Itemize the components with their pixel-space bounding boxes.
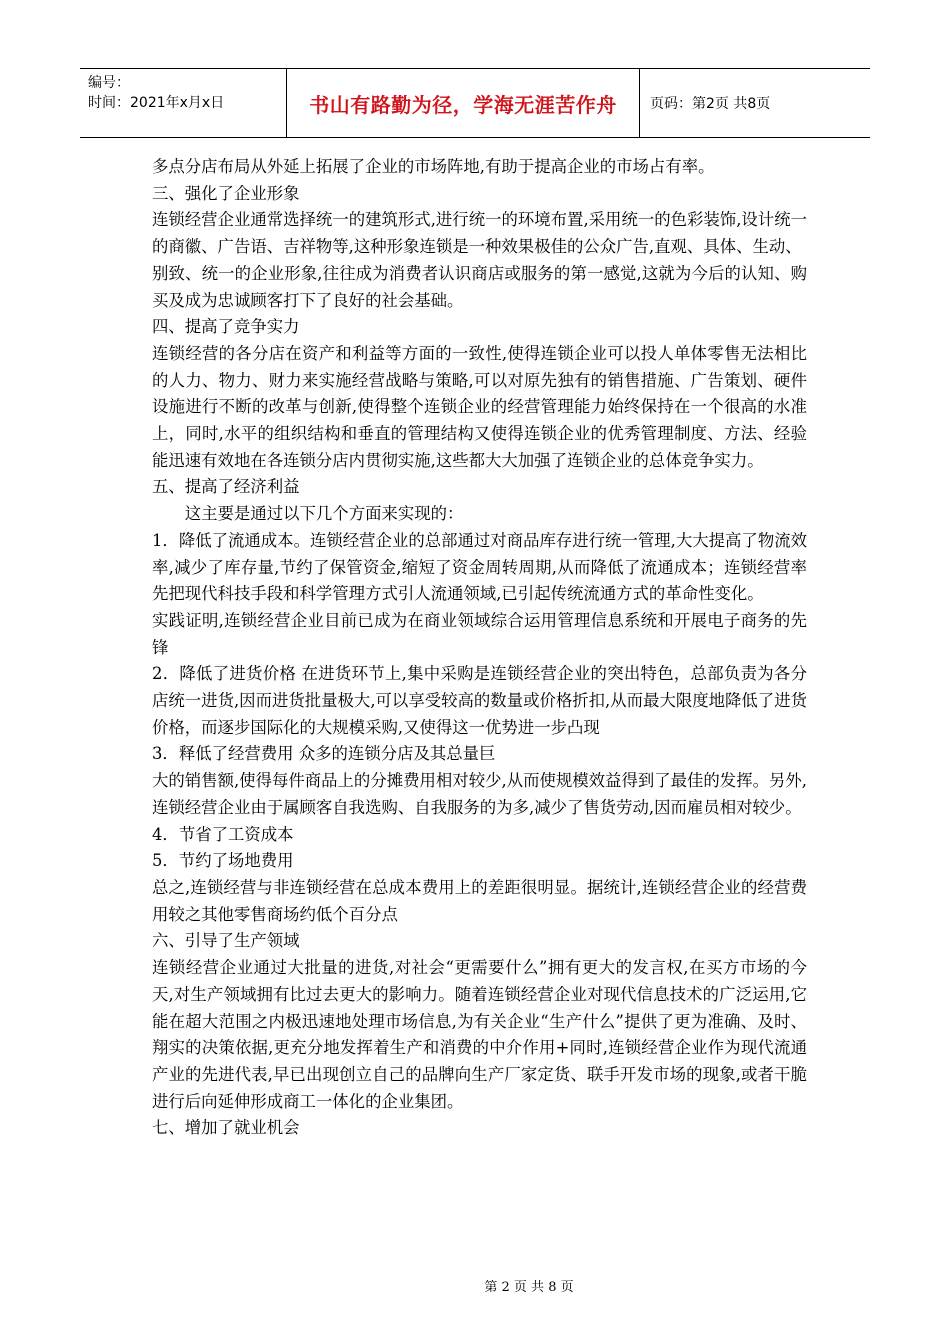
footer-page-number: 第 2 页 共 8 页 — [484, 1280, 574, 1295]
paragraph: 连锁经营的各分店在资产和利益等方面的一致性,使得连锁企业可以投人单体零售无法相比的人力、物力、财力来实施经营战略与策略,可以对原先独有的销售措施、广告策划、硬件设施进行不断的改革与创新,使得整个连锁企业的经营管理能力始终保持在一个很高的水准上，同时,水平的组织结构和垂直的管理结构又使得连锁企业的优秀管理制度、方法、经验能迅速有效地在各连锁分店内贯彻实施,这些都大大加强了连锁企业的总体竞争实力。 — [152, 343, 807, 470]
list-item: 5．节约了场地费用 — [152, 851, 294, 871]
header-meta — [80, 69, 287, 137]
section-heading: 三、强化了企业形象 — [152, 183, 300, 203]
paragraph: 多点分店布局从外延上拓展了企业的市场阵地,有助于提高企业的市场占有率。 — [152, 157, 715, 176]
paragraph: 大的销售额,使得每件商品上的分摊费用相对较少,从而使规模效益得到了最佳的发挥。另外,连锁经营企业由于属顾客自我选购、自我服务的为多,减少了售货劳动,因而雇员相对较少。 — [152, 771, 807, 817]
list-item: 1．降低了流通成本。连锁经营企业的总部通过对商品库存进行统一管理,大大提高了物流效率,减少了库存量,节约了保管资金,缩短了资金周转周期,从而降低了流通成本；连锁经营率先把现代科技手段和科学管理方式引人流通领域,已引起传统流通方式的革命性变化。 — [152, 530, 807, 604]
paragraph: 总之,连锁经营与非连锁经营在总成本费用上的差距很明显。据统计,连锁经营企业的经营费用较之其他零售商场约低个百分点 — [152, 877, 807, 924]
header-motto: 书山有路勤为径，学海无涯苦作舟 — [287, 69, 640, 137]
list-item: 3．释低了经营费用 众多的连锁分店及其总量巨 — [152, 744, 496, 764]
page-header — [80, 68, 870, 138]
paragraph: 这主要是通过以下几个方面来实现的： — [184, 504, 464, 524]
document-date-label: 时间：2021年x月x日 — [88, 95, 225, 111]
header-page-info: 页码：第2页 共8页 — [650, 96, 771, 112]
document-body — [152, 154, 807, 1142]
section-heading: 四、提高了竞争实力 — [152, 317, 300, 337]
list-item: 2．降低了进货价格 在进货环节上,集中采购是连锁经营企业的突出特色，总部负责为各分店统一进货,因而进货批量极大,可以享受较高的数量或价格折扣,从而最大限度地降低了进货价格，而逐步国际化的大规模采购,又使得这一优势进一步凸现 — [152, 664, 807, 737]
paragraph: 实践证明,连锁经营企业目前已成为在商业领域综合运用管理信息系统和开展电子商务的先锋 — [152, 610, 807, 657]
section-heading: 六、引导了生产领域 — [152, 931, 300, 951]
paragraph: 别致、统一的企业形象,往往成为消费者认识商店或服务的第一感觉,这就为今后的认知、购买及成为忠诚顾客打下了良好的社会基础。 — [152, 263, 807, 310]
paragraph: 连锁经营企业通常选择统一的建筑形式,进行统一的环境布置,采用统一的色彩装饰,设计统一的商徽、广告语、吉祥物等,这种形象连锁是一种效果极佳的公众广告,直观、具体、生动、 — [152, 210, 807, 257]
section-heading: 七、增加了就业机会 — [152, 1118, 300, 1138]
section-heading: 五、提高了经济利益 — [152, 477, 300, 497]
list-item: 4．节省了工资成本 — [152, 824, 294, 844]
page-footer — [0, 1276, 950, 1295]
document-number-label: 编号： — [88, 75, 130, 91]
paragraph: 连锁经营企业通过大批量的进货,对社会“更需要什么”拥有更大的发言权,在买方市场的今天,对生产领域拥有比过去更大的影响力。随着连锁经营企业对现代信息技术的广泛运用,它能在超大范围之内极迅速地处理市场信息,为有关企业“生产什么”提供了更为准确、及时、翔实的决策依据,更充分地发挥着生产和消费的中介作用+同时,连锁经营企业作为现代流通产业的先进代表,早已出现创立自己的品牌向生产厂家定货、联手开发市场的现象,或者干脆进行后向延伸形成商工一体化的企业集团。 — [152, 958, 807, 1111]
